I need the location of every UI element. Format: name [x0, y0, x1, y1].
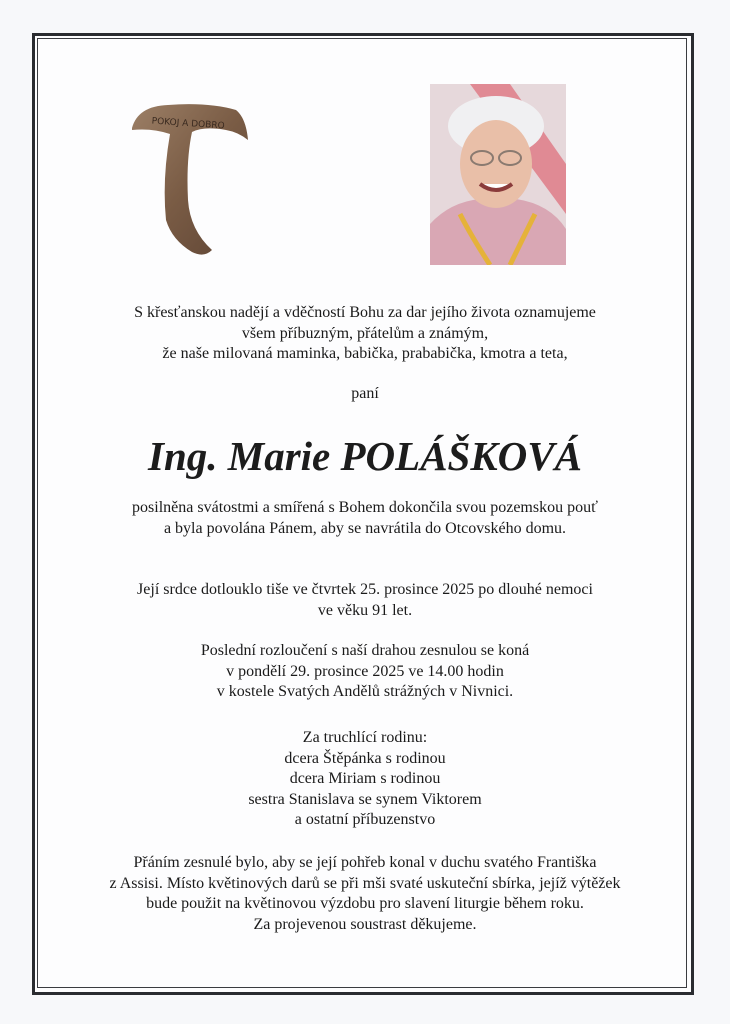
mourners-line: a ostatní příbuzenstvo [294, 811, 436, 828]
intro-text [60, 303, 670, 365]
closing-line: z Assisi. Místo květinových darů se při mši svaté uskuteční sbírka, jejíž výtěžek [109, 874, 621, 892]
mourners-line: Za truchlící rodinu: [302, 729, 428, 746]
funeral-line: Poslední rozloučení s naší drahou zesnulou se koná [200, 642, 530, 659]
closing-line: bude použit na květinovou výzdobu pro slavení liturgie během roku. [146, 895, 584, 912]
closing-line: Za projevenou soustrast děkujeme. [253, 915, 477, 933]
mourners-list [60, 728, 670, 831]
intro-line: že naše milovaná maminka, babička, prababička, kmotra a teta, [162, 345, 568, 362]
svg-text:POKOJ A DOBRO: POKOJ A DOBRO [151, 116, 225, 132]
intro-line: S křesťanskou nadějí a vděčností Bohu za dar jejího života oznamujeme [134, 304, 596, 321]
death-line: ve věku 91 let. [317, 601, 413, 619]
tau-cross-icon [128, 100, 252, 260]
funeral-line: v kostele Svatých Andělů strážných v Nivnici. [216, 683, 514, 700]
sacrament-line: a byla povolána Pánem, aby se navrátila do Otcovského domu. [163, 519, 567, 537]
sacrament-text [60, 498, 670, 539]
death-text [60, 580, 670, 621]
funeral-text [60, 641, 670, 703]
mourners-line: sestra Stanislava se synem Viktorem [248, 790, 482, 808]
mourners-line: dcera Štěpánka s rodinou [284, 749, 446, 767]
closing-line: Přáním zesnulé bylo, aby se její pohřeb konal v duchu svatého Františka [133, 854, 597, 871]
funeral-line: v pondělí 29. prosince 2025 ve 14.00 hodin [226, 662, 504, 680]
deceased-name: Ing. Marie POLÁŠKOVÁ [147, 433, 582, 479]
closing-text [60, 853, 670, 935]
intro-line: všem příbuzným, přátelům a známým, [241, 324, 489, 342]
sacrament-line: posilněna svátostmi a smířená s Bohem dokončila svou pozemskou pouť [132, 499, 598, 516]
mourners-line: dcera Miriam s rodinou [289, 770, 441, 787]
portrait-photo [430, 84, 566, 265]
title-word: paní [351, 385, 379, 402]
death-line: Její srdce dotlouklo tiše ve čtvrtek 25. prosince 2025 po dlouhé nemoci [137, 581, 593, 598]
